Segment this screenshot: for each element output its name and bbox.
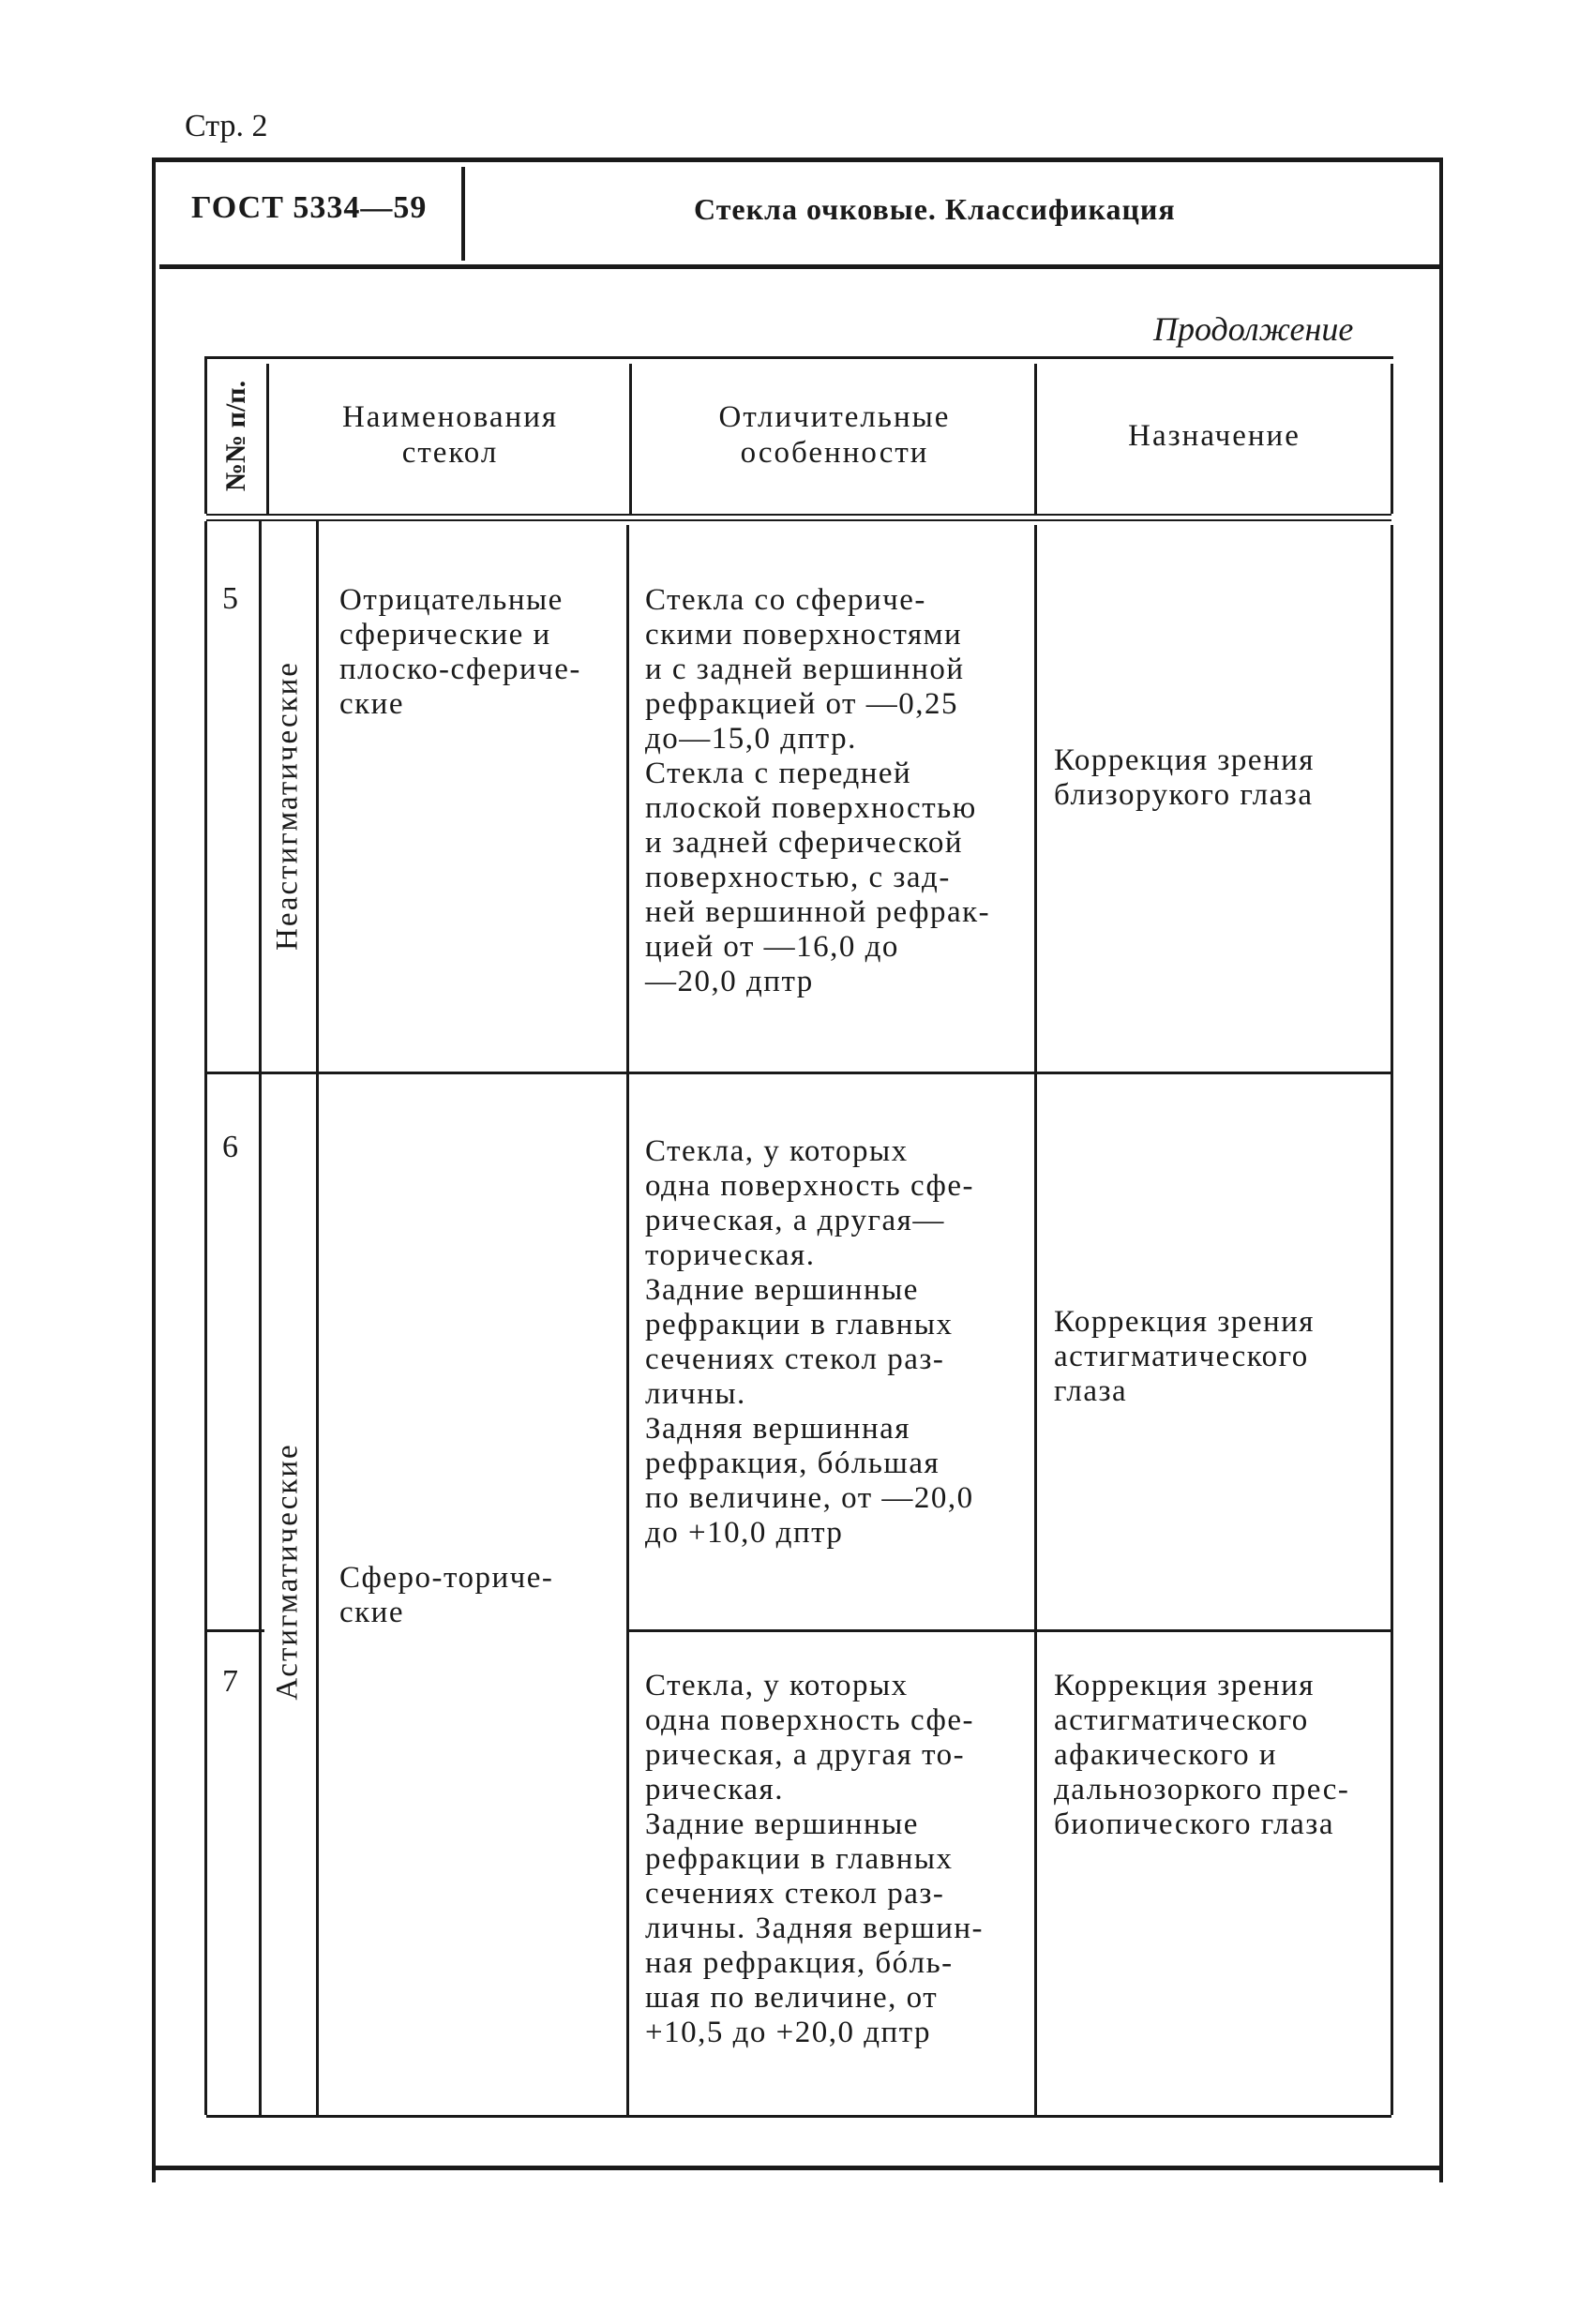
table-left-border xyxy=(204,521,207,2115)
body-col-divider-no xyxy=(259,521,262,2115)
table-top-rule xyxy=(204,356,1393,359)
header-col-divider-4 xyxy=(1391,364,1393,514)
column-header-name: Наименования стекол xyxy=(341,400,559,470)
column-header-features: Отличительные особенности xyxy=(718,400,951,470)
header-col-divider-2 xyxy=(629,364,632,514)
row-separator-6-7 xyxy=(629,1629,1391,1632)
header-rule-b xyxy=(206,519,1391,521)
header-rule-a xyxy=(206,514,1391,516)
row-number: 5 xyxy=(222,581,238,616)
page-frame-left xyxy=(152,157,156,2182)
header-col-divider-1 xyxy=(266,364,269,514)
page-frame-right xyxy=(1439,157,1443,2182)
row-separator-5-6 xyxy=(206,1072,1391,1074)
standard-code: ГОСТ 5334—59 xyxy=(191,190,428,225)
body-col-divider-features xyxy=(1034,525,1037,2115)
header-col-divider-3 xyxy=(1034,364,1037,514)
row-number: 7 xyxy=(222,1664,238,1699)
page-number: Стр. 2 xyxy=(185,109,268,143)
row-purpose: Коррекция зрения близорукого глаза xyxy=(1054,743,1315,812)
column-header-purpose: Назначение xyxy=(1128,419,1301,453)
row-features: Стекла со сфериче- скими поверхностями и с задней вершинной рефракцией от —0,25 до—15,0 дптр. Стекла с передней плоской поверхностью и задней сферической поверхностью, с зад- ней вершинной рефрак- цией от —16,0 до —20,0 дптр xyxy=(645,583,991,998)
column-header-no: №№ п/п. xyxy=(220,380,251,492)
group-label-non-astigmatic: Неастигматические xyxy=(270,661,305,951)
body-col-divider-group xyxy=(316,521,319,2115)
row-number: 6 xyxy=(222,1130,238,1164)
header-top-rule xyxy=(152,157,1443,162)
header-divider xyxy=(461,167,465,261)
row-purpose: Коррекция зрения астигматического глаза xyxy=(1054,1305,1315,1408)
row-name: Сферо-ториче- ские xyxy=(339,1561,554,1629)
continuation-label: Продолжение xyxy=(1153,310,1354,348)
header-bottom-rule xyxy=(159,264,1439,269)
table-bottom-rule xyxy=(206,2115,1391,2118)
page-bottom-rule xyxy=(152,2166,1443,2170)
row-purpose: Коррекция зрения астигматического афакического и дальнозоркого прес- биопического глаза xyxy=(1054,1669,1350,1841)
row-features: Стекла, у которых одна поверхность сфе- рическая, а другая— торическая. Задние вершинные рефракции в главных сечениях стекол раз- личны. Задняя вершинная рефракция, бóльшая по величине, от —20,0 до +10,0 дптр xyxy=(645,1134,975,1550)
row-separator-6-7-no xyxy=(206,1629,264,1632)
group-label-astigmatic: Астигматические xyxy=(270,1443,305,1701)
document-title: Стекла очковые. Классификация xyxy=(694,192,1176,226)
body-col-divider-name xyxy=(626,525,629,2115)
row-name: Отрицательные сферические и плоско-сфериче- ские xyxy=(339,583,581,721)
table-left-border-header xyxy=(204,356,207,514)
row-features: Стекла, у которых одна поверхность сфе- рическая, а другая то- рическая. Задние вершинные рефракции в главных сечениях стекол раз- личны. Задняя вершин- ная рефракция, бóль- шая по величине, от +10,5 до +20,0 дптр xyxy=(645,1669,985,2049)
